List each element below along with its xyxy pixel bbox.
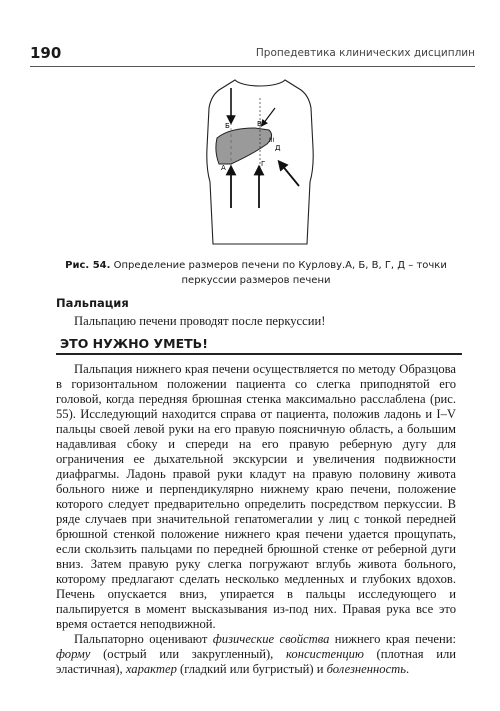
header-rule [30,66,475,67]
p2-term-tenderness: болезненность [326,662,406,676]
paragraph-1: Пальпация нижнего края печени осуществляется по методу Образцова в горизонтальном положении пациента со слегка приподнятой его головой, когда передняя брюшная стенка максимально расслаблена (рис. 55). Исследующий находится справа от пациента, положив ладонь и I–V пальцы своей левой руки на его правую поясничную область, а большим надавливая сбоку и спереди на его правую реберную дугу для ограничения ее дыхательной экскурсии и увеличения подвижности диафрагмы. Ладонь правой руки кладут на правую половину живота больного ниже и перпендикулярно нижнему краю печени, положение которого следует предварительно определить посредством перкуссии. В ряде случаев при значительной гепатомегалии у лиц с тонкой передней брюшной стенкой положение нижнего края печени удается прощупать, если скользить пальцами по передней брюшной стенке от реберной дуги вниз. Затем правую руку слегка погружают вглубь живота больного, которому предлагают сделать несколько медленных и глубоких вдохов. Печень опускается вниз, упирается в пальцы исследующего и пальпируется в момент высказывания из-под них. Правая рука все это время остается неподвижной. [56,362,456,631]
label-a: А [221,164,226,172]
p2-text: нижнего края печени: [329,632,456,646]
page-number: 190 [30,44,62,62]
p2-text: (плотная или эластичная), [56,647,456,676]
banner-rule [56,353,462,355]
label-b: Б [225,122,230,130]
label-v: В [257,120,262,128]
liver-region [216,128,272,164]
figure-caption [56,258,456,288]
p2-term-form: форму [56,647,91,661]
liver-figure [195,78,325,246]
torso-illustration [195,78,325,246]
label-d: Д [275,144,281,152]
body-text [56,362,456,677]
label-iii: III [269,137,275,144]
banner-title: ЭТО НУЖНО УМЕТЬ! [60,336,208,351]
caption-text: Определение размеров печени по Курлову.А, Б, В, Г, Д – точки перкуссии размеров печени [110,260,447,286]
skill-banner [56,333,462,355]
running-title: Пропедевтика клинических дисциплин [255,47,475,59]
p2-term-physical-properties: физические свойства [212,632,330,646]
page-header [30,44,475,66]
p2-text: . [405,662,410,676]
p2-text: (гладкий или бугристый) и [176,662,327,676]
p2-term-character: характер [125,662,177,676]
arrow-right [281,164,299,186]
caption-lead: Рис. 54. [65,260,111,271]
section-heading: Пальпация [56,296,129,310]
p2-term-consistency: консистенцию [286,647,364,661]
arrow-top-right [263,108,275,124]
paragraph-2 [56,632,456,677]
intro-text: Пальпацию печени проводят после перкуссии! [74,314,326,328]
p2-text: (острый или закругленный), [90,647,287,661]
p2-text: Пальпаторно оценивают [74,632,213,646]
label-g: Г [261,160,266,168]
